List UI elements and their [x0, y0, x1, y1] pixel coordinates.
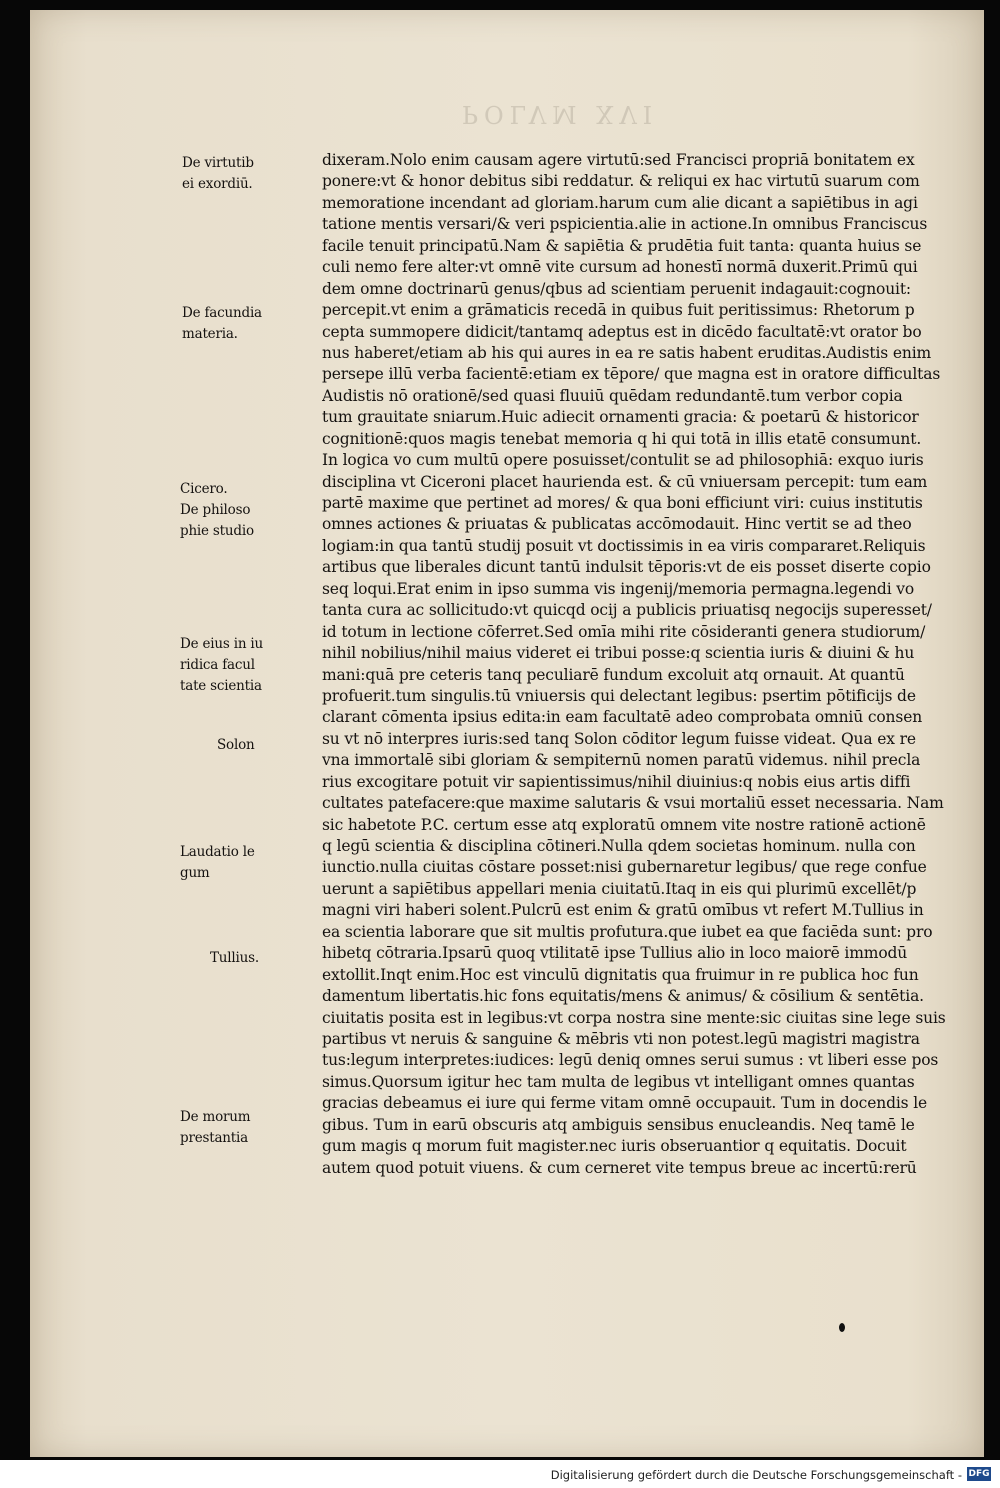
- text-line: gracias debeamus ei iure qui ferme vitam omnē occupauit. Tum in docendis le: [322, 1094, 928, 1113]
- text-line: tanta cura ac sollicitudo:vt quicqd ocij a publicis priuatisq negocijs superesset/: [322, 601, 932, 620]
- scanned-page: [30, 10, 984, 1457]
- margin-note-line: De virtutib: [182, 155, 254, 171]
- text-line: gum magis q morum fuit magister.nec iuris obseruantior q equitatis. Docuit: [322, 1137, 907, 1156]
- text-line: culi nemo fere alter:vt omnē vite cursum ad honestī normā duxerit.Primū qui: [322, 258, 918, 277]
- text-line: iunctio.nulla ciuitas cōstare posset:nisi gubernaretur legibus/ que rege confue: [322, 858, 927, 877]
- text-line: tum grauitate sniarum.Huic adiecit ornamenti gracia: & poetarū & historicor: [322, 408, 919, 427]
- margin-note-morals: [180, 1107, 250, 1149]
- margin-note-line: materia.: [182, 326, 238, 342]
- text-line: extollit.Inqt enim.Hoc est vinculū dignitatis qua fruimur in re publica hoc fun: [322, 965, 919, 984]
- margin-note-line: De facundia: [182, 305, 262, 321]
- text-line: uerunt a sapiētibus appellari menia ciuitatū.Itaq in eis qui plurimū excellēt/p: [322, 879, 917, 898]
- text-line: cepta summopere didicit/tantamq adeptus est in dicēdo facultatē:vt orator bo: [322, 322, 922, 341]
- text-line: simus.Quorsum igitur hec tam multa de legibus vt intelligant omnes quantas: [322, 1072, 915, 1091]
- text-line: su vt nō interpres iuris:sed tanq Solon cōditor legum fuisse videat. Qua ex re: [322, 729, 916, 748]
- text-line: Audistis nō orationē/sed quasi fluuiū quēdam redundantē.tum verbor copia: [322, 386, 903, 405]
- margin-note-virtues: [182, 153, 254, 195]
- text-line: nihil nobilius/nihil maius videret ei tribui posse:q scientia iuris & diuini & hu: [322, 644, 915, 663]
- margin-note-praise-of-laws: [180, 842, 255, 884]
- text-line: omnes actiones & priuatas & publicatas accōmodauit. Hinc vertit se ad theo: [322, 515, 912, 534]
- margin-note-eloquence: [182, 303, 262, 345]
- show-through-heading: POLVM XVI: [461, 100, 659, 128]
- text-line: dem omne doctrinarū genus/qbus ad scientiam peruenit indagauit:cognouit:: [322, 279, 911, 298]
- text-line: dixeram.Nolo enim causam agere virtutū:sed Francisci propriā bonitatem ex: [322, 151, 915, 169]
- text-line: damentum libertatis.hic fons equitatis/mens & animus/ & cōsilium & sentētia.: [322, 987, 924, 1006]
- text-line: partē maxime que pertinet ad mores/ & qua boni efficiunt viri: cuius institutis: [322, 494, 923, 512]
- margin-note-line: Laudatio le: [180, 844, 255, 860]
- text-line: ea scientia laborare que sit multis profutura.que iubet ea que faciēda sunt: pro: [322, 922, 933, 941]
- text-line: autem quod potuit viuens. & cum cerneret vite tempus breue ac incertū:rerū: [322, 1158, 917, 1177]
- margin-note-line: ridica facul: [180, 657, 255, 673]
- text-line: ciuitatis posita est in legibus:vt corpa nostra sine mente:sic ciuitas sine lege suis: [322, 1008, 946, 1027]
- margin-note-line: prestantia: [180, 1130, 248, 1146]
- text-line: hibetq cōtraria.Ipsarū quoq vtilitatē ipse Tullius alio in loco maiorē immodū: [322, 944, 908, 963]
- margin-note-line: phie studio: [180, 523, 254, 539]
- text-line: disciplina vt Ciceroni placet haurienda est. & cū vniuersam percepit: tum eam: [322, 472, 928, 491]
- margin-note-line: De morum: [180, 1109, 251, 1125]
- margin-note-line: Solon: [217, 737, 255, 753]
- text-line: id totum in lectione cōferret.Sed omīa mihi rite cōsideranti genera studiorum/: [322, 622, 926, 641]
- text-line: q legū scientia & disciplina cōtineri.Nulla qdem societas hominum. nulla con: [322, 837, 916, 855]
- margin-note-law-faculty: [180, 634, 263, 697]
- text-line: mani:quā pre ceteris tanq peculiarē fundum excoluit atq ornauit. At quantū: [322, 665, 905, 684]
- text-line: tus:legum interpretes:iudices: legū deniq omnes serui sumus : vt liberi esse pos: [322, 1051, 939, 1070]
- text-line: rius excogitare potuit vir sapientissimus/nihil diuinius:q nobis eius artis diffi: [322, 772, 911, 791]
- text-line: magni viri haberi solent.Pulcrū est enim & gratū omībus vt refert M.Tullius in: [322, 901, 924, 920]
- text-line: nus haberet/etiam ab his qui aures in ea re satis habent eruditas.Audistis enim: [322, 343, 932, 362]
- dfg-logo: DFG: [968, 1469, 990, 1479]
- text-line: facile tenuit principatū.Nam & sapiētia & prudētia fuit tanta: quanta huius se: [322, 236, 922, 255]
- text-line: percepit.vt enim a grāmaticis recedā in quibus fuit peritissimus: Rhetorum p: [322, 301, 915, 320]
- margin-note-line: De eius in iu: [180, 636, 264, 652]
- margin-note-solon: [217, 735, 255, 756]
- text-line: ponere:vt & honor debitus sibi reddatur. & reliqui ex hac virtutū suarum com: [322, 172, 920, 191]
- text-line: cultates patefacere:que maxime salutaris & vsui mortaliū esset necessaria. Nam: [322, 794, 944, 813]
- margin-note-line: Tullius.: [210, 950, 259, 966]
- margin-note-line: De philoso: [180, 502, 251, 518]
- text-line: profuerit.tum singulis.tū vniuersis qui delectant legibus: psertim pōtificijs de: [322, 686, 916, 705]
- text-line: clarant cōmenta ipsius edita:in eam facultatē adeo comprobata omniū consen: [322, 708, 923, 727]
- margin-note-line: tate scientia: [180, 678, 262, 694]
- text-line: artibus que liberales dicunt tantū indulsit tēporis:vt de eis posset diserte copio: [322, 558, 931, 577]
- text-line: tatione mentis versari/& veri pspicientia.alie in actione.In omnibus Franciscus: [322, 215, 928, 234]
- text-line: sic habetote P.C. certum esse atq exploratū omnem vite nostre rationē actionē: [322, 815, 926, 834]
- text-line: partibus vt neruis & sanguine & mēbris vti non potest.legū magistri magistra: [322, 1029, 920, 1048]
- margin-note-line: Cicero.: [180, 481, 228, 497]
- text-line: In logica vo cum multū opere posuisset/contulit se ad philosophiā: exquo iuris: [322, 451, 924, 470]
- margin-note-line: gum: [180, 865, 210, 881]
- text-line: logiam:in qua tantū studij posuit vt doctissimis in ea viris compararet.Reliquis: [322, 536, 926, 555]
- text-line: vna immortalē sibi gloriam & sempiternū nomen paratū videmus. nihil precla: [322, 751, 921, 770]
- margin-note-philosophy: [180, 479, 254, 542]
- text-line: seq loqui.Erat enim in ipso summa vis ingenij/memoria permagna.legendi vo: [322, 579, 915, 598]
- ink-spot: [839, 1323, 845, 1332]
- margin-note-tullius: [210, 948, 259, 969]
- text-line: persepe illū verba facientē:etiam ex tēpore/ que magna est in oratore difficultas: [322, 365, 941, 384]
- text-line: memoratione incendant ad gloriam.harum cum alie dicant a sapiētibus in agi: [322, 193, 918, 212]
- text-line: cognitionē:quos magis tenebat memoria q hi qui totā in illis etatē consumunt.: [322, 429, 922, 448]
- text-line: gibus. Tum in earū obscuris atq ambiguis sensibus enucleandis. Neq tamē le: [322, 1115, 915, 1134]
- main-text-block: [322, 150, 982, 1179]
- funding-notice: Digitalisierung gefördert durch die Deutsche Forschungsgemeinschaft -: [550, 1468, 962, 1482]
- margin-note-line: ei exordiū.: [182, 176, 253, 192]
